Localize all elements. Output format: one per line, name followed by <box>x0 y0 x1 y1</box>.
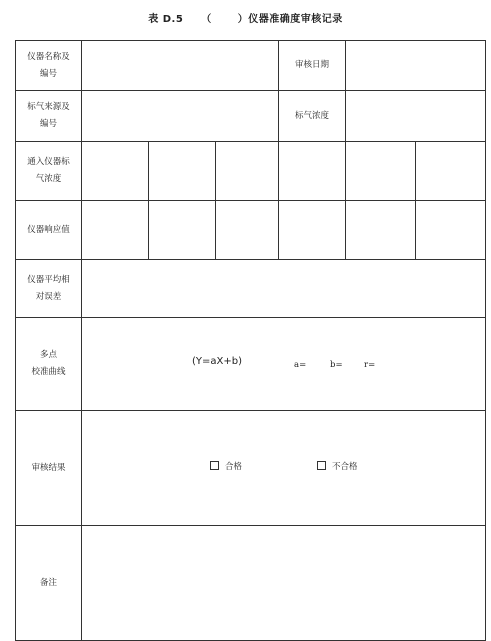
label-instrument-name: 仪器名称及 编号 <box>16 41 82 91</box>
paren-open: （ <box>201 14 212 25</box>
response-cell[interactable] <box>416 201 486 260</box>
avg-error-field[interactable] <box>82 260 486 318</box>
pass-option[interactable] <box>210 459 242 476</box>
input-cell[interactable] <box>416 142 486 201</box>
audit-table <box>15 40 486 641</box>
label-gas-source: 标气来源及 编号 <box>16 91 82 142</box>
label-gas-concentration: 标气浓度 <box>279 91 346 142</box>
fail-label: 不合格 <box>332 461 358 472</box>
input-cell[interactable] <box>149 142 216 201</box>
gas-concentration-field[interactable] <box>346 91 486 142</box>
pass-label: 合格 <box>225 461 243 472</box>
response-cell[interactable] <box>346 201 416 260</box>
b-label: b= <box>330 359 343 370</box>
r-label: r= <box>364 359 376 370</box>
title-text: 仪器准确度审核记录 <box>248 14 343 25</box>
a-label: a= <box>294 359 307 370</box>
label-input-concentration: 通入仪器标 气浓度 <box>16 142 82 201</box>
fail-checkbox[interactable] <box>317 461 326 470</box>
response-cell[interactable] <box>82 201 149 260</box>
instrument-name-field[interactable] <box>82 41 279 91</box>
input-cell[interactable] <box>346 142 416 201</box>
paren-close: ） <box>237 14 249 25</box>
response-cell[interactable] <box>216 201 279 260</box>
remarks-field[interactable] <box>82 526 486 641</box>
label-result: 审核结果 <box>16 411 82 526</box>
label-avg-error: 仪器平均相 对误差 <box>16 260 82 318</box>
label-audit-date: 审核日期 <box>279 41 346 91</box>
table-number: 表 D.5 <box>148 14 184 25</box>
response-cell[interactable] <box>279 201 346 260</box>
formula-text: (Y=aX+b) <box>192 355 242 367</box>
response-cell[interactable] <box>149 201 216 260</box>
input-cell[interactable] <box>82 142 149 201</box>
calibration-field[interactable] <box>82 318 486 411</box>
label-response: 仪器响应值 <box>16 201 82 260</box>
pass-checkbox[interactable] <box>210 461 219 470</box>
page-title <box>0 10 491 25</box>
result-field <box>82 411 486 526</box>
input-cell[interactable] <box>279 142 346 201</box>
audit-date-field[interactable] <box>346 41 486 91</box>
gas-source-field[interactable] <box>82 91 279 142</box>
input-cell[interactable] <box>216 142 279 201</box>
label-remarks: 备注 <box>16 526 82 641</box>
label-calibration: 多点 校准曲线 <box>16 318 82 411</box>
fail-option[interactable] <box>317 459 358 476</box>
